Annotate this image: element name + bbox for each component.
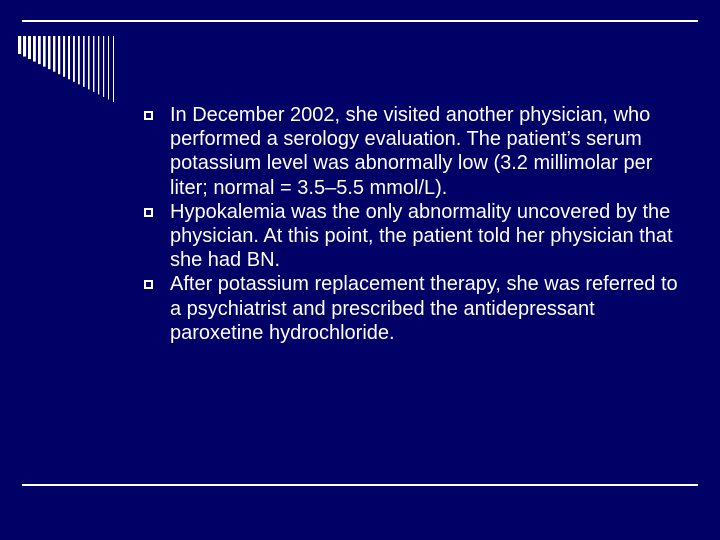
decorative-bar	[88, 36, 90, 89]
decorative-bar	[53, 36, 55, 72]
decorative-bar	[38, 36, 41, 64]
decorative-bar	[33, 36, 36, 62]
decorative-bar	[93, 36, 94, 92]
decorative-bar	[23, 36, 26, 57]
decorative-bars-graphic	[18, 36, 128, 120]
decorative-bar	[73, 36, 75, 82]
decorative-bar	[18, 36, 21, 54]
top-divider	[22, 20, 698, 22]
bullet-text: After potassium replacement therapy, she was referred to a psychiatrist and prescribed the antidepressant paroxetine hydrochloride.	[170, 273, 678, 344]
decorative-bar	[68, 36, 70, 79]
decorative-bar	[98, 36, 99, 94]
bullet-item	[143, 272, 688, 345]
bullet-item	[143, 103, 688, 200]
decorative-bar	[103, 36, 104, 97]
decorative-bar	[43, 36, 46, 67]
decorative-bar	[48, 36, 50, 69]
decorative-bar	[108, 36, 109, 99]
decorative-bar	[113, 36, 114, 102]
hollow-square-bullet-icon	[144, 208, 153, 217]
decorative-bar	[28, 36, 31, 59]
bullet-item	[143, 200, 688, 273]
decorative-bar	[78, 36, 80, 84]
bullet-text: Hypokalemia was the only abnormality uncovered by the physician. At this point, the patient told her physician that she had BN.	[170, 200, 673, 272]
hollow-square-bullet-icon	[144, 111, 153, 120]
hollow-square-bullet-icon	[144, 280, 153, 289]
bottom-divider	[22, 484, 698, 486]
decorative-bar	[63, 36, 65, 77]
bullet-list	[143, 103, 688, 345]
decorative-bar	[58, 36, 60, 74]
decorative-bar	[83, 36, 85, 87]
bullet-text: In December 2002, she visited another physician, who performed a serology evaluation. The patient’s serum potassium level was abnormally low (3.2 millimolar per liter; normal = 3.5–5.5 mmol/L).	[170, 104, 653, 199]
